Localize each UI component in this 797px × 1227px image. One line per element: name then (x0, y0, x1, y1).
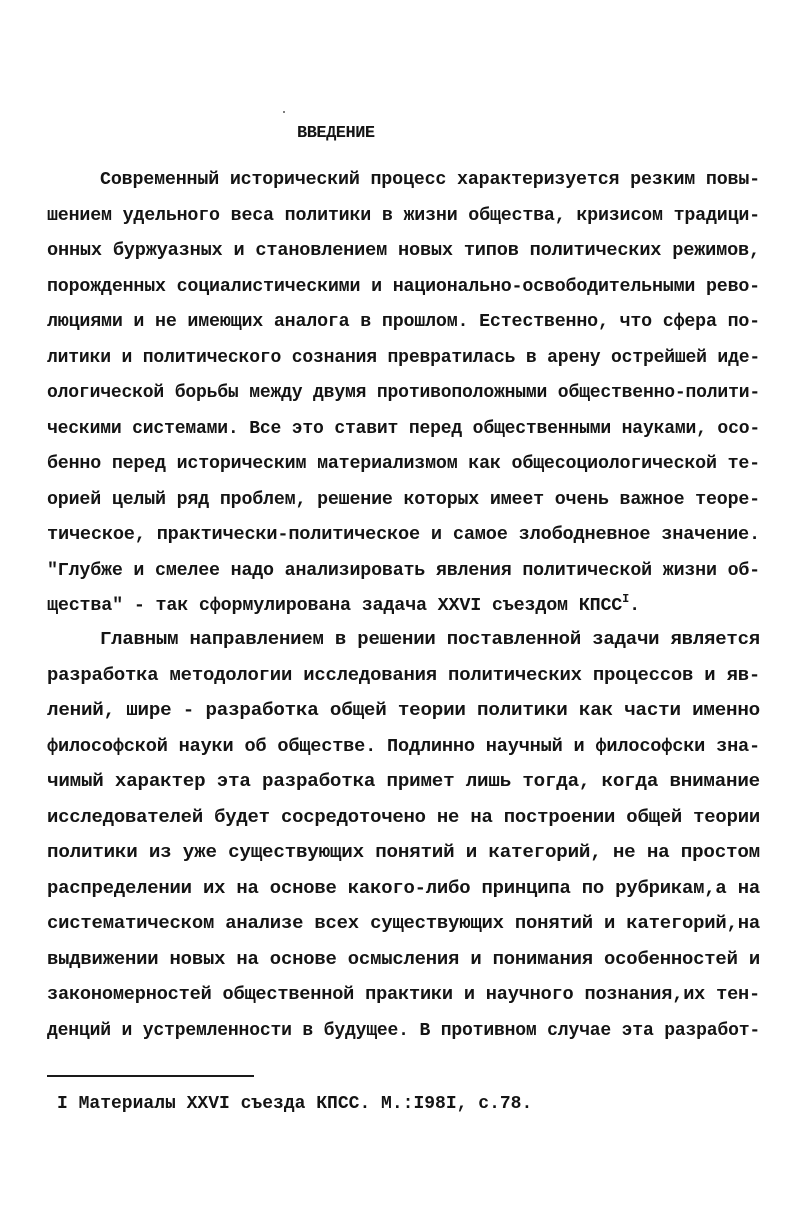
text-line: тическое, практически-политическое и самое злободневное значение. (47, 524, 760, 545)
text-line: Современный исторический процесс характеризуется резким повы- (100, 169, 760, 190)
text-line: чимый характер эта разработка примет лишь тогда, когда внимание (47, 771, 760, 792)
text-line: люциями и не имеющих аналога в прошлом. Естественно, что сфера по- (47, 311, 760, 332)
text-line: ческими системами. Все это ставит перед общественными науками, осо- (47, 417, 760, 439)
text-line (47, 594, 640, 619)
page-title: ВВЕДЕНИЕ (297, 124, 375, 143)
text-line: разработка методологии исследования политических процессов и яв- (47, 664, 760, 686)
text-line: политики из уже существующих понятий и категорий, не на простом (47, 842, 760, 863)
text-line: исследователей будет сосредоточено не на построении общей теории (47, 806, 760, 828)
text-line: ологической борьбы между двумя противоположными общественно-полити- (47, 382, 760, 403)
text-line: денций и устремленности в будущее. В противном случае эта разработ- (47, 1019, 760, 1041)
text-line: Главным направлением в решении поставленной задачи является (100, 629, 761, 650)
text-line: онных буржуазных и становлением новых типов политических режимов, (47, 240, 760, 261)
text-line: литики и политического сознания превратилась в арену острейшей иде- (47, 346, 760, 368)
text-line: систематическом анализе всех существующих понятий и категорий,на (47, 913, 760, 934)
text-line: "Глубже и смелее надо анализировать явления политической жизни об- (47, 559, 760, 581)
text-line: порожденных социалистическими и национально-освободительными рево- (47, 275, 760, 297)
text-line: лений, шире - разработка общей теории политики как части именно (47, 700, 760, 721)
footnote-marker: I (622, 592, 630, 606)
text-line: орией целый ряд проблем, решение которых имеет очень важное теоре- (47, 488, 760, 510)
text-line: выдвижении новых на основе осмысления и понимания особенностей и (47, 948, 760, 970)
footnote: I Материалы XXVI съезда КПСС. М.:I98I, с.78. (57, 1094, 533, 1114)
text-line: философской науки об обществе. Подлинно научный и философски зна- (47, 735, 760, 757)
text-line: шением удельного веса политики в жизни общества, кризисом традици- (47, 204, 760, 226)
text-line: распределении их на основе какого-либо принципа по рубрикам,а на (47, 877, 760, 899)
paper-speck (283, 111, 285, 113)
footnote-separator (47, 1075, 254, 1077)
text-line: бенно перед историческим материализмом как общесоциологической те- (47, 453, 760, 474)
sentence-end: . (629, 595, 640, 616)
text-line-body: щества" - так сформулирована задача XXVI съездом КПСС (47, 595, 623, 616)
text-line: закономерностей общественной практики и научного познания,их тен- (47, 984, 760, 1005)
